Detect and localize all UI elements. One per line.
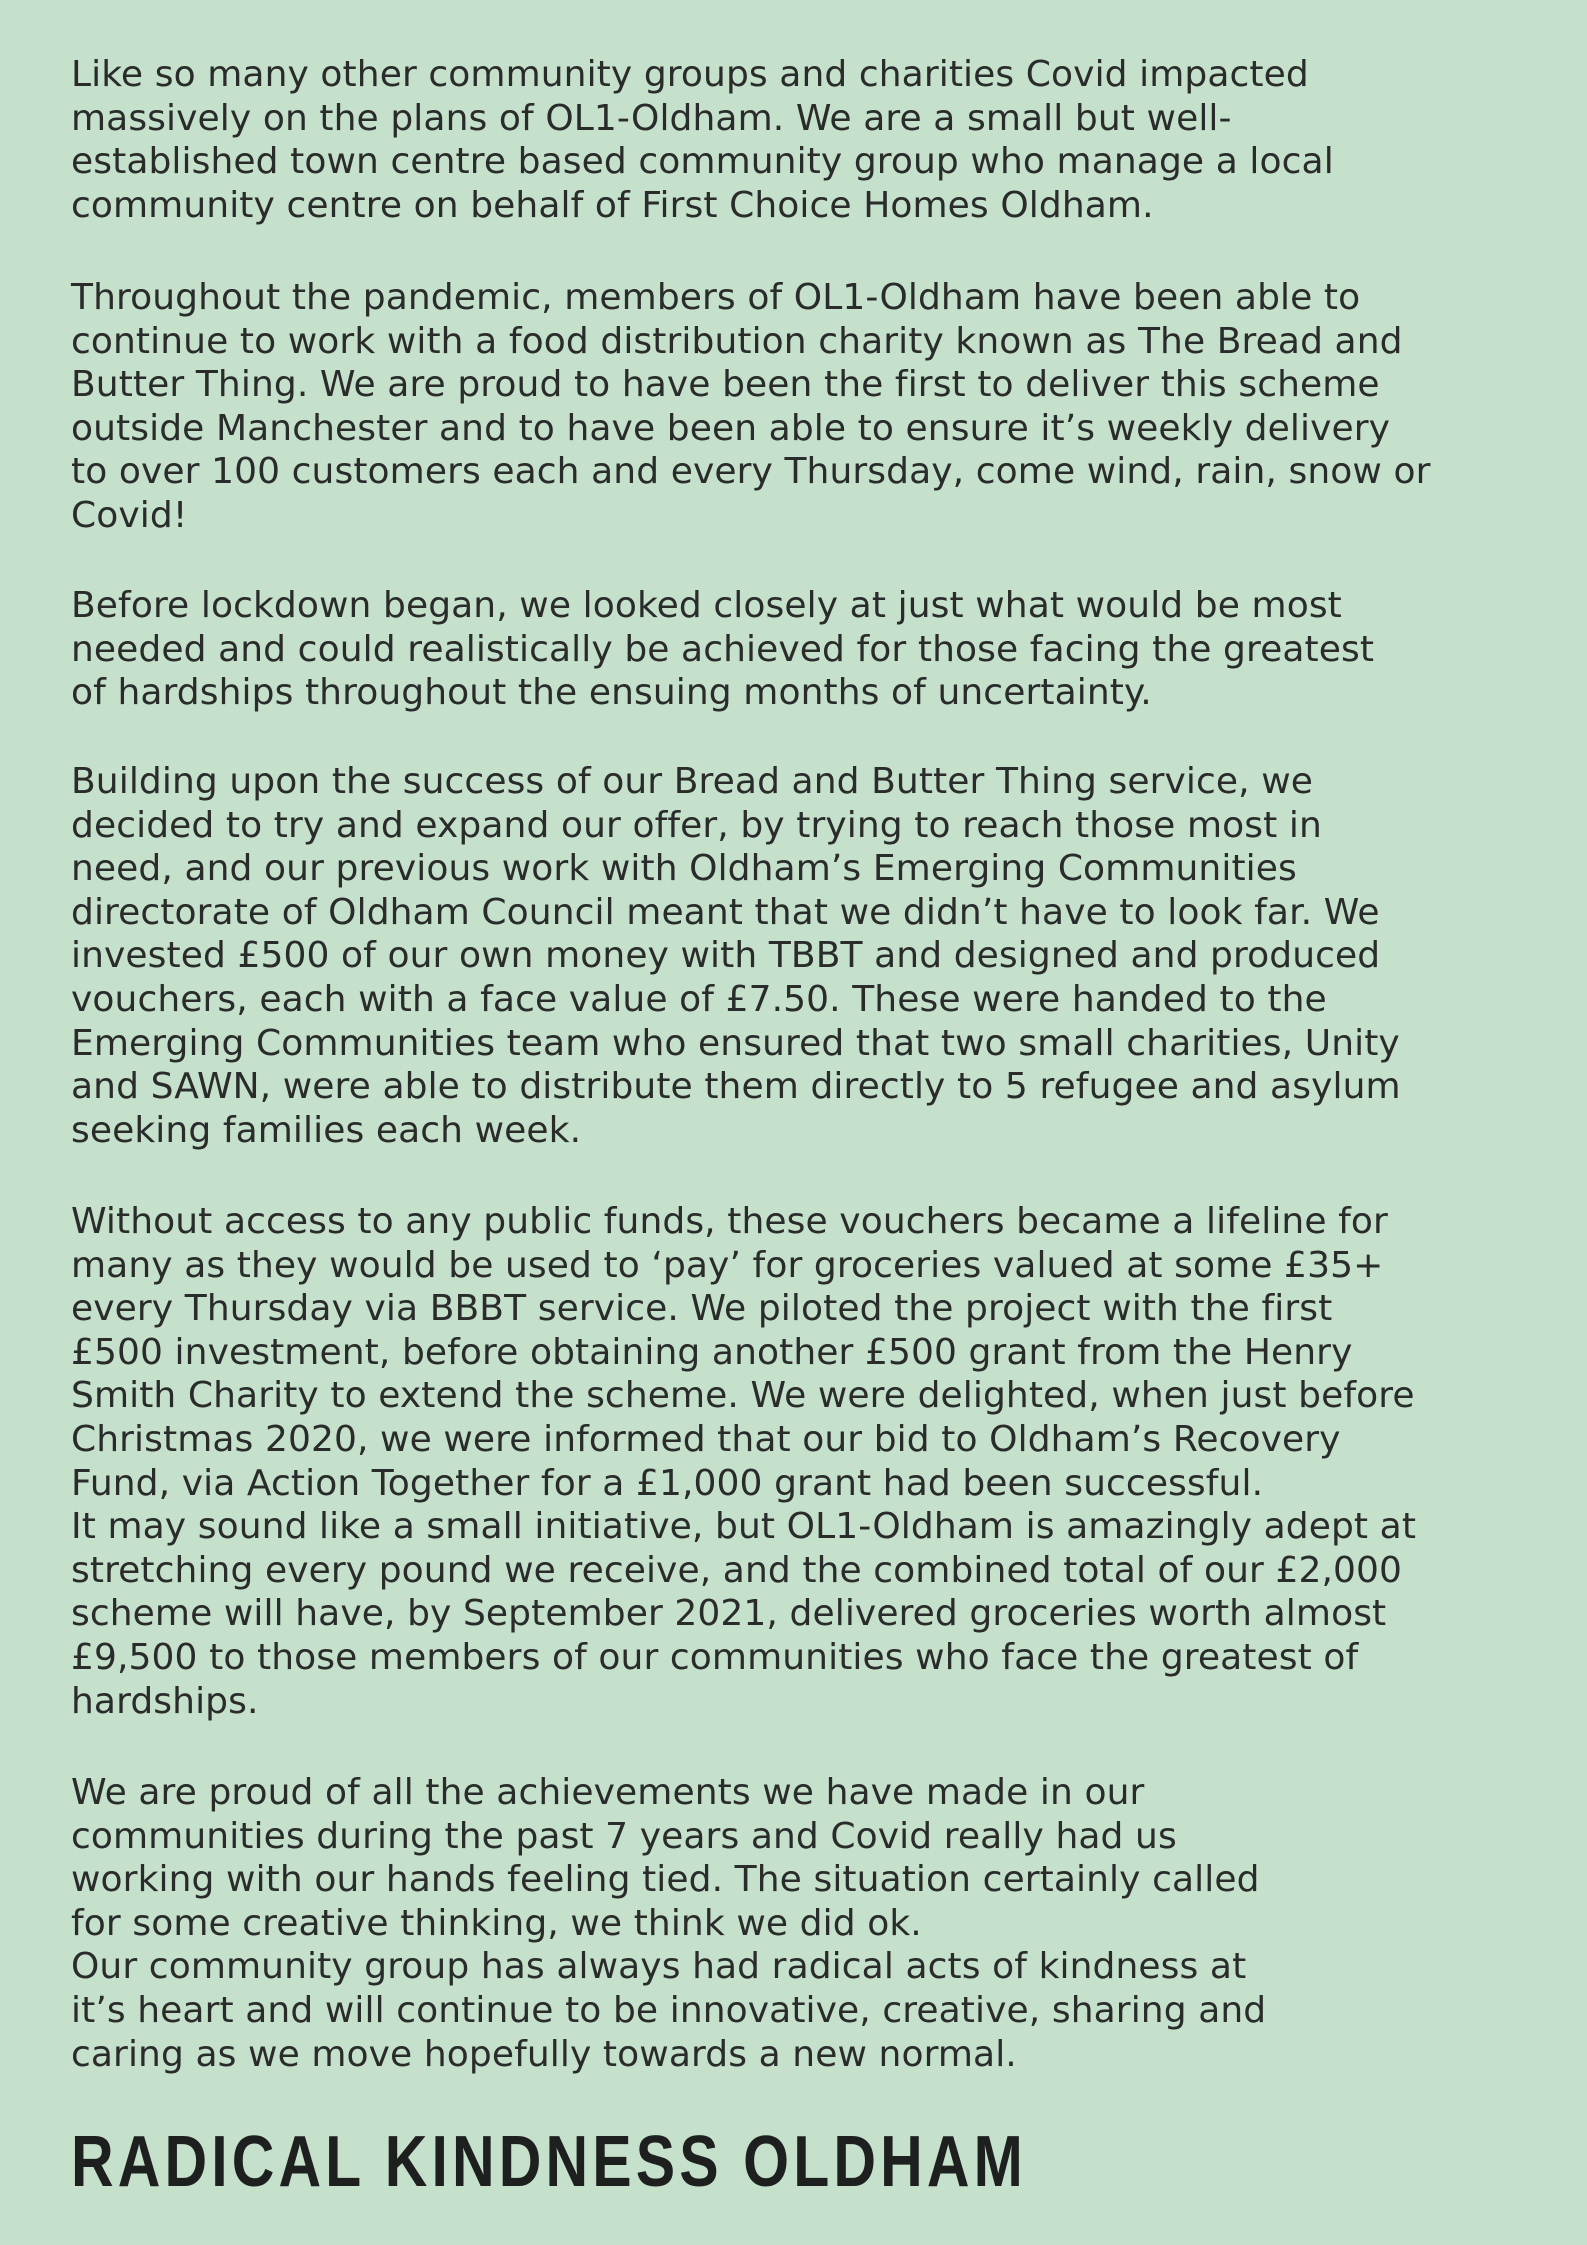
paragraph-closing: We are proud of all the achievements we have made in our communities during the past 7 years and Covid really had us working with our hands feeling tied. The situation certainly called for some creative thinking, we think we did ok. Our community group has always had radical acts of kindness at it’s heart and will continue to be innovative, creative, sharing and caring as we move hopefully towards a new normal. bbox=[71, 1772, 1267, 2075]
closing-heading: RADICAL KINDNESS OLDHAM bbox=[71, 2122, 1027, 2202]
paragraph-intro: Like so many other community groups and charities Covid impacted massively on the plans of OL1-Oldham. We are a small but well- established town centre based community group who manage a local community centre on behalf of First Choice Homes Oldham. bbox=[71, 54, 1334, 226]
paragraph-pandemic: Throughout the pandemic, members of OL1-Oldham have been able to continue to work with a food distribution charity known as The Bread and Butter Thing. We are proud to have been the first to deliver this scheme outside Manchester and to have been able to ensure it’s weekly delivery to over 100 customers each and every Thursday, come wind, rain, snow or Covid! bbox=[71, 277, 1431, 536]
paragraph-vouchers: Building upon the success of our Bread and Butter Thing service, we decided to try and expand our offer, by trying to reach those most in need, and our previous work with Oldham’s Emerging Communities directorate of Oldham Council meant that we didn’t have to look far. We invested £500 of our own money with TBBT and designed and produced vouchers, each with a face value of £7.50. These were handed to the Emerging Communities team who ensured that two small charities, Unity and SAWN, were able to distribute them directly to 5 refugee and asylum seeking families each week. bbox=[71, 761, 1401, 1151]
paragraph-funding: Without access to any public funds, these vouchers became a lifeline for many as they would be used to ‘pay’ for groceries valued at some £35+ every Thursday via BBBT service. We piloted the project with the first £500 investment, before obtaining another £500 grant from the Henry Smith Charity to extend the scheme. We were delighted, when just before Christmas 2020, we were informed that our bid to Oldham’s Recovery Fund, via Action Together for a £1,000 grant had been successful. It may sound like a small initiative, but OL1-Oldham is amazingly adept at stretching every pound we receive, and the combined total of our £2,000 scheme will have, by September 2021, delivered groceries worth almost £9,500 to those members of our communities who face the greatest of hardships. bbox=[71, 1201, 1417, 1722]
paragraph-lockdown: Before lockdown began, we looked closely at just what would be most needed and could realistically be achieved for those facing the greatest of hardships throughout the ensuing months of uncertainty. bbox=[71, 585, 1375, 714]
